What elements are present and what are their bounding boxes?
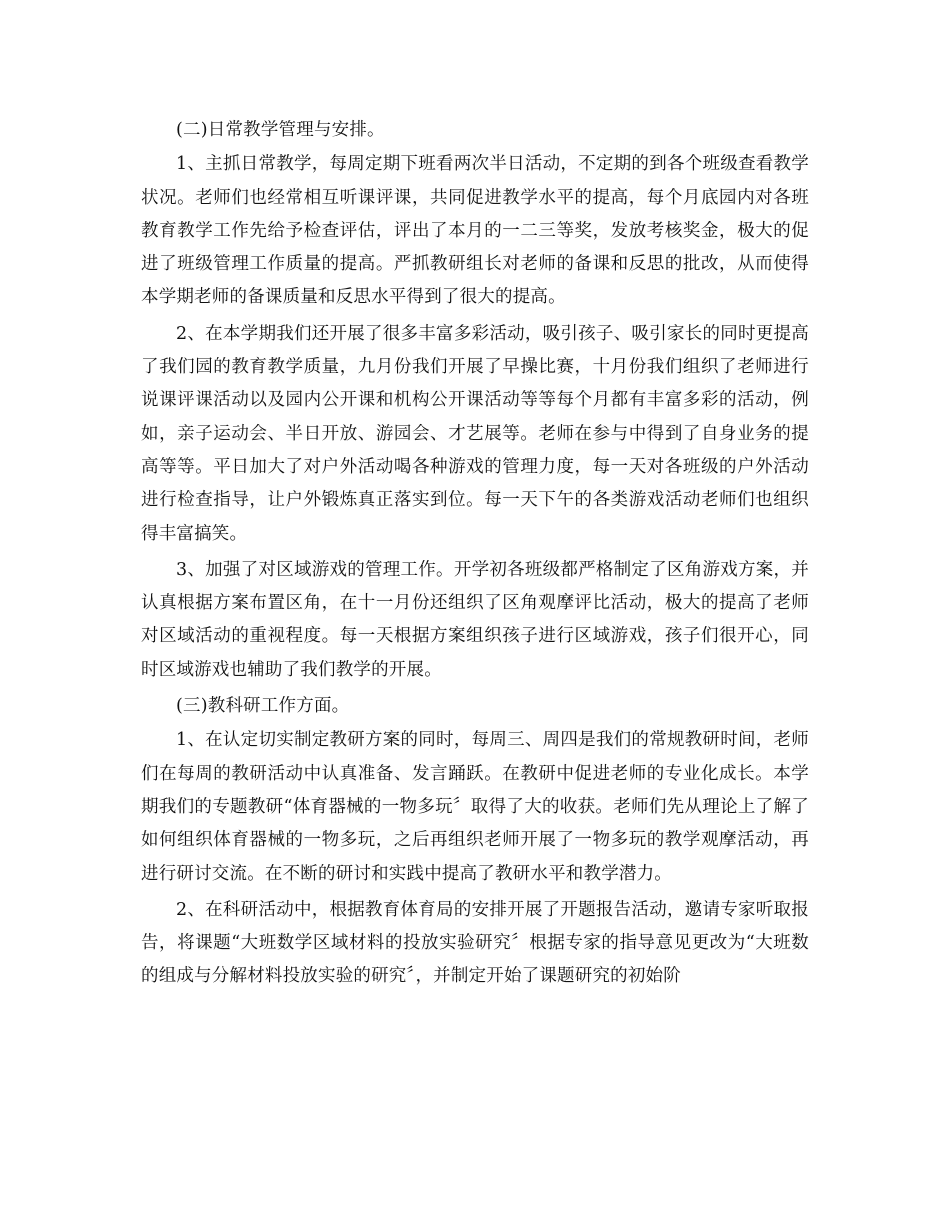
paragraph-research-2: 2、在科研活动中，根据教育体育局的安排开展了开题报告活动，邀请专家听取报告，将课题“大班数学区域材料的投放实验研究〞根据专家的指导意见更改为“大班数的组成与分解材料投放实验的研究〞，并制定开始了课题研究的初始阶 bbox=[141, 899, 809, 987]
section-heading-daily-teaching: (二)日常教学管理与安排。 bbox=[176, 120, 385, 140]
document-body bbox=[141, 114, 809, 994]
section-heading-research: (三)教科研工作方面。 bbox=[176, 696, 350, 717]
paragraph-daily-teaching-1: 1、主抓日常教学，每周定期下班看两次半日活动，不定期的到各个班级查看教学状况。老师们也经常相互听课评课，共同促进教学水平的提高，每个月底园内对各班教育教学工作先给予检查评估，评出了本月的一二三等奖，发放考核奖金，极大的促进了班级管理工作质量的提高。严抓教研组长对老师的备课和反思的批改，从而使得本学期老师的备课质量和反思水平得到了很大的提高。 bbox=[141, 154, 809, 308]
paragraph-daily-teaching-2: 2、在本学期我们还开展了很多丰富多彩活动，吸引孩子、吸引家长的同时更提高了我们园的教育教学质量，九月份我们开展了早操比赛，十月份我们组织了老师进行说课评课活动以及园内公开课和机构公开课活动等等每个月都有丰富多彩的活动，例如，亲子运动会、半日开放、游园会、才艺展等。老师在参与中得到了自身业务的提高等等。平日加大了对户外活动喝各种游戏的管理力度，每一天对各班级的户外活动进行检查指导，让户外锻炼真正落实到位。每一天下午的各类游戏活动老师们也组织得丰富搞笑。 bbox=[141, 323, 809, 544]
paragraph-daily-teaching-3: 3、加强了对区域游戏的管理工作。开学初各班级都严格制定了区角游戏方案，并认真根据方案布置区角，在十一月份还组织了区角观摩评比活动，极大的提高了老师对区域活动的重视程度。每一天根据方案组织孩子进行区域游戏，孩子们很开心，同时区域游戏也辅助了我们教学的开展。 bbox=[141, 559, 809, 680]
paragraph-research-1: 1、在认定切实制定教研方案的同时，每周三、周四是我们的常规教研时间，老师们在每周的教研活动中认真准备、发言踊跃。在教研中促进老师的专业化成长。本学期我们的专题教研“体育器械的一物多玩〞取得了大的收获。老师们先从理论上了解了如何组织体育器械的一物多玩，之后再组织老师开展了一物多玩的教学观摩活动，再进行研讨交流。在不断的研讨和实践中提高了教研水平和教学潜力。 bbox=[141, 730, 809, 884]
